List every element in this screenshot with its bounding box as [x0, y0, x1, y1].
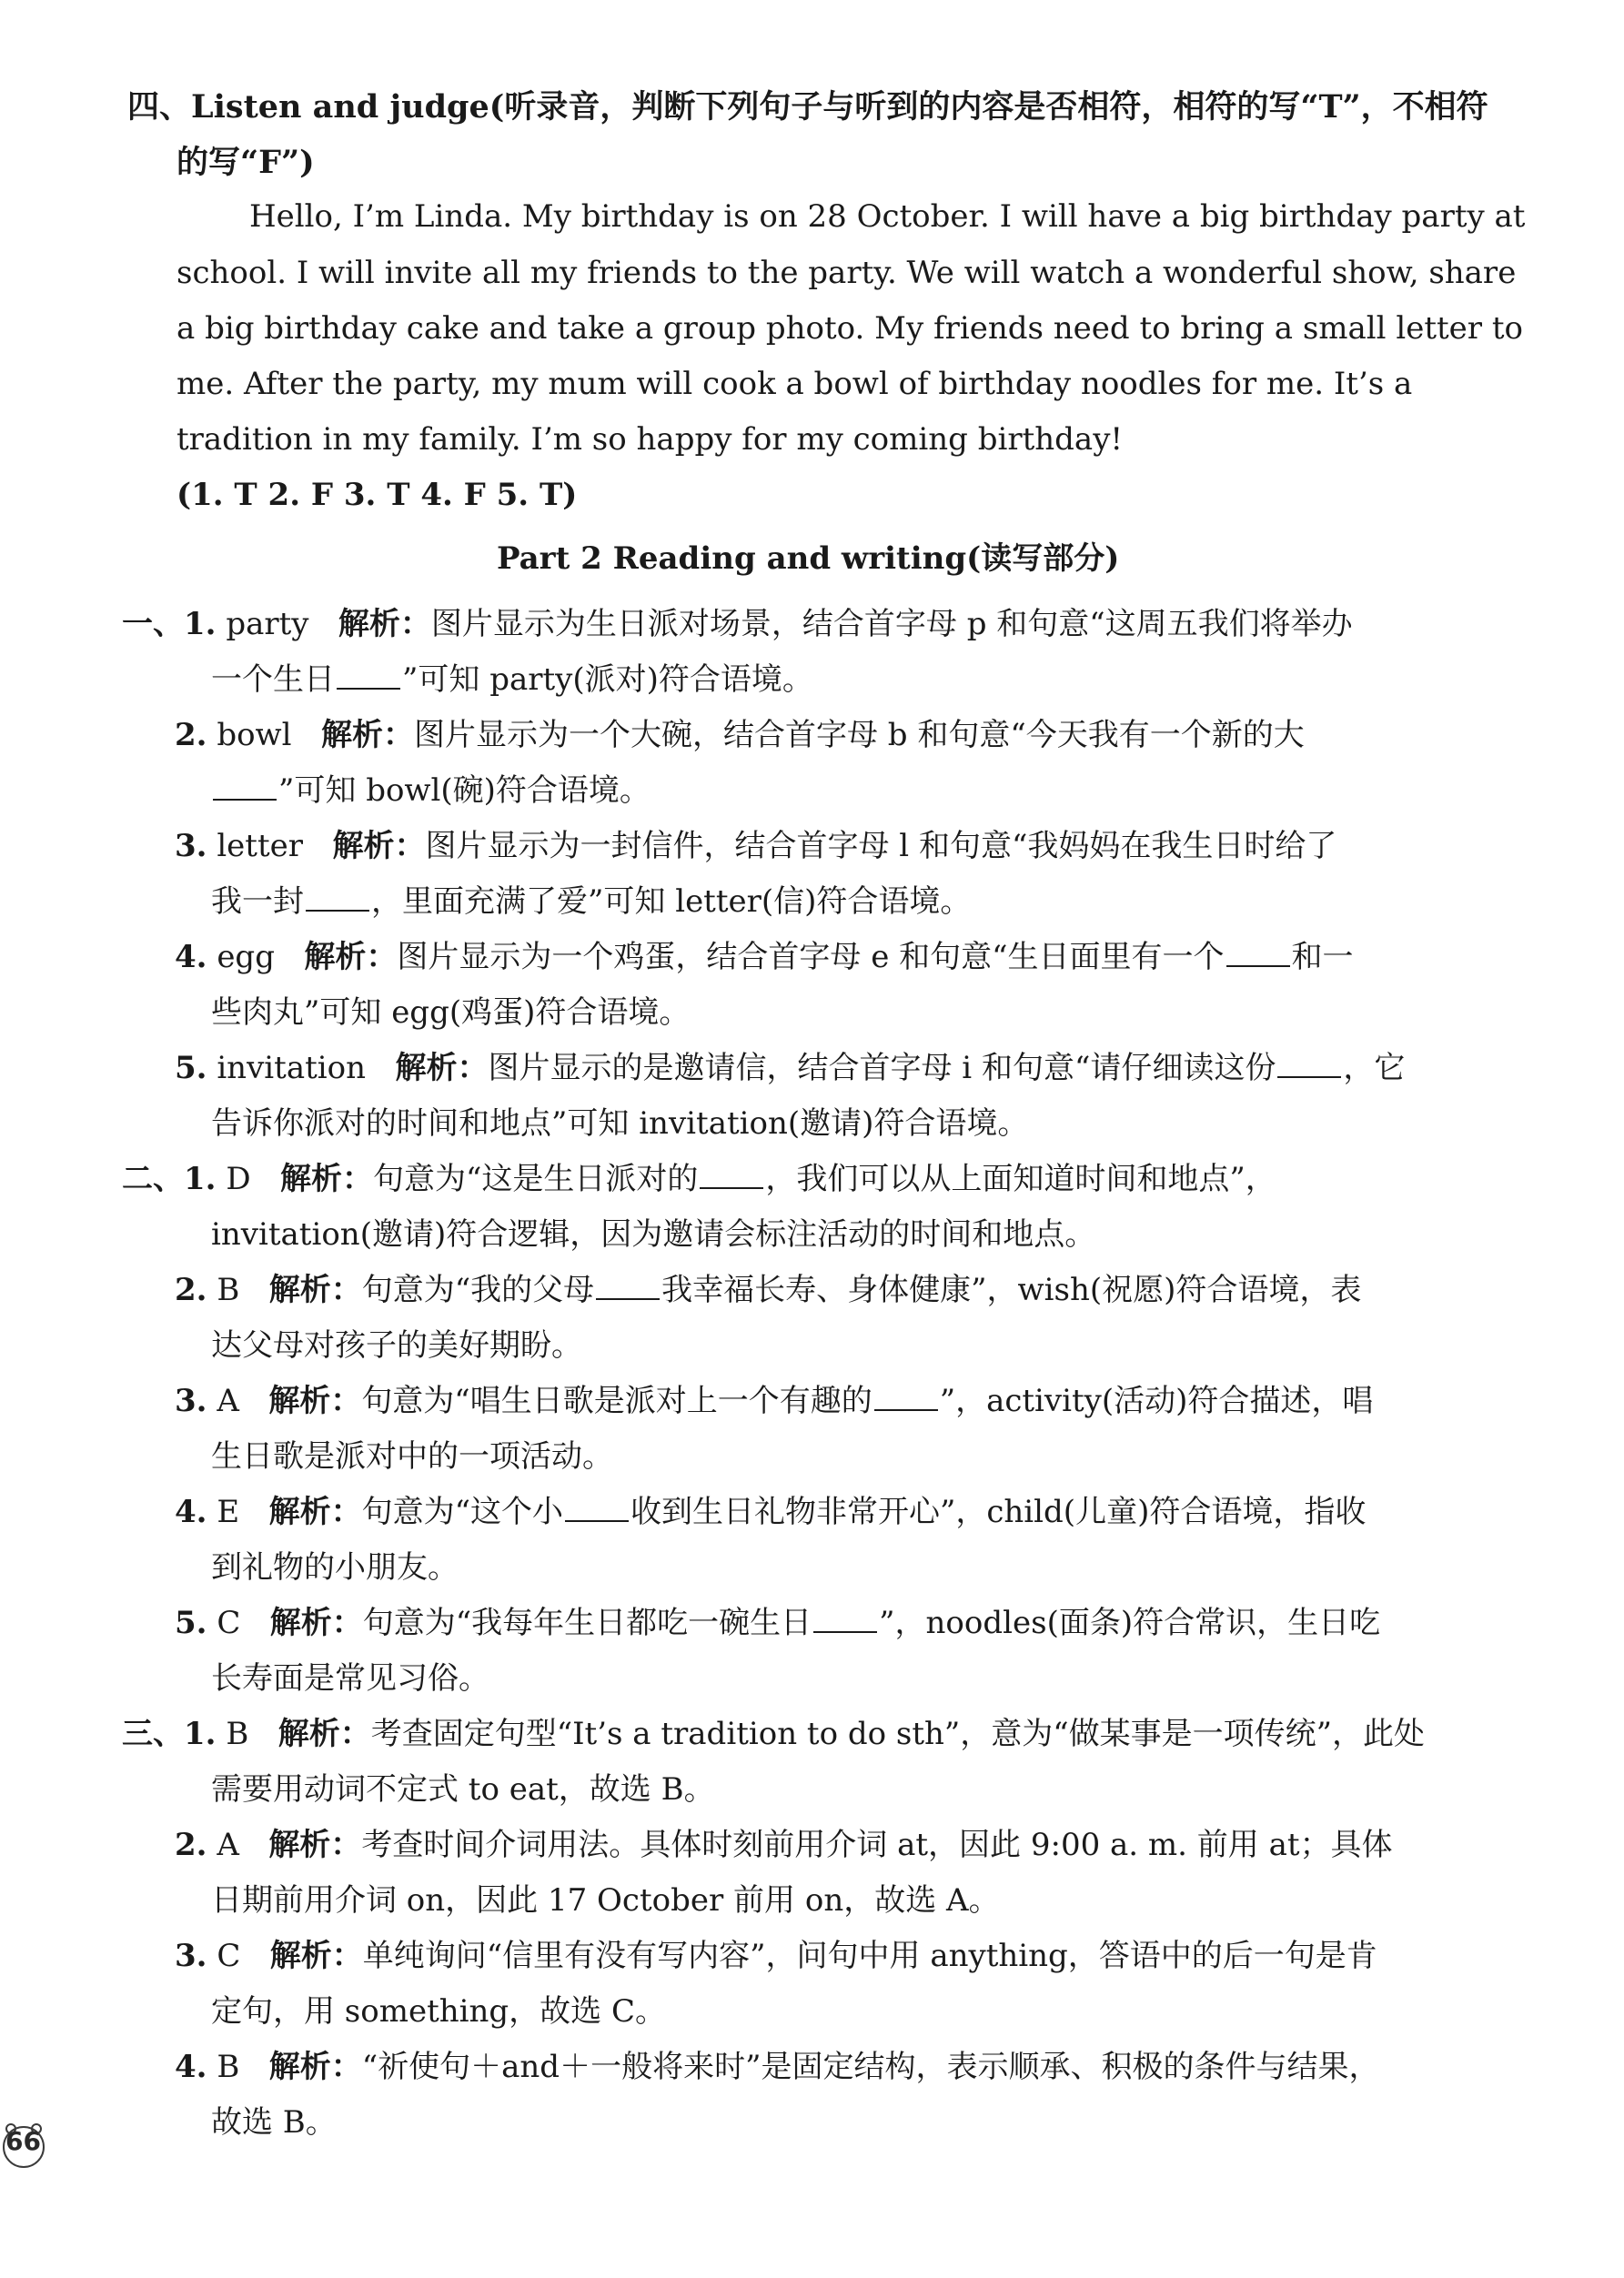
page-number: 66	[5, 2126, 41, 2156]
section2-item-1: 二、1. D 解析：句意为“这是生日派对的 ，我们可以从上面知道时间和地点”，	[122, 1161, 1276, 1197]
answer-blank	[213, 771, 277, 801]
answer-blank	[1226, 938, 1290, 967]
section1-item-1: 一、1. party 解析：图片显示为生日派对场景，结合首字母 p 和句意“这周五我们将举办	[122, 606, 1353, 642]
passage-line-5: tradition in my family. I’m so happy for my coming birthday!	[177, 421, 1124, 458]
section4-heading-line1: 四、Listen and judge(听录音，判断下列句子与听到的内容是否相符，相符的写“T”，不相符	[127, 88, 1488, 126]
section2-prefix: 二、	[122, 1161, 184, 1197]
section1-item-4: 4. egg 解析：图片显示为一个鸡蛋，结合首字母 e 和句意“生日面里有一个 和一	[175, 939, 1354, 975]
answer-blank	[813, 1604, 877, 1633]
section1-item-5-cont: 告诉你派对的时间和地点”可知 invitation(邀请)符合语境。	[211, 1105, 1029, 1142]
passage-line-4: me. After the party, my mum will cook a bowl of birthday noodles for me. It’s a	[177, 366, 1413, 402]
section2-item-4-cont: 到礼物的小朋友。	[211, 1549, 459, 1586]
section3-item-3-cont: 定句，用 something，故选 C。	[211, 1993, 667, 2030]
section1-item-2-cont: ”可知 bowl(碗)符合语境。	[211, 771, 651, 811]
section1-prefix: 一、	[122, 606, 184, 642]
section2-item-2: 2. B 解析：句意为“我的父母 我幸福长寿、身体健康”，wish(祝愿)符合语境，表	[175, 1272, 1362, 1308]
section1-item-5: 5. invitation 解析：图片显示的是邀请信，结合首字母 i 和句意“请仔细读这份 ，它	[175, 1050, 1406, 1086]
section3-item-2-cont: 日期前用介词 on，因此 17 October 前用 on，故选 A。	[211, 1882, 1000, 1919]
answer-blank	[596, 1271, 660, 1300]
section2-item-3: 3. A 解析：句意为“唱生日歌是派对上一个有趣的 ”，activity(活动)符合描述，唱	[175, 1383, 1374, 1419]
passage-line-3: a big birthday cake and take a group photo. My friends need to bring a small letter to	[177, 310, 1523, 347]
section3-item-3: 3. C 解析：单纯询问“信里有没有写内容”，问句中用 anything，答语中的后一句是肯	[175, 1938, 1377, 1974]
answer-blank	[306, 882, 369, 912]
section3-item-4-cont: 故选 B。	[211, 2104, 337, 2141]
section2-item-4: 4. E 解析：句意为“这个小 收到生日礼物非常开心”，child(儿童)符合语境，指收	[175, 1494, 1367, 1530]
answer-blank	[874, 1382, 938, 1411]
section3-item-1-cont: 需要用动词不定式 to eat，故选 B。	[211, 1771, 715, 1808]
section3-item-2: 2. A 解析：考查时间介词用法。具体时刻前用介词 at，因此 9:00 a. m. 前用 at；具体	[175, 1827, 1393, 1863]
section3-prefix: 三、	[122, 1716, 184, 1752]
passage-line-2: school. I will invite all my friends to the party. We will watch a wonderful show, share	[177, 255, 1517, 291]
section4-heading-line2: 的写“F”)	[177, 144, 315, 181]
section3-item-4: 4. B 解析：“祈使句＋and＋一般将来时”是固定结构，表示顺承、积极的条件与结果，	[175, 2049, 1380, 2085]
part2-title: Part 2 Reading and writing(读写部分)	[497, 540, 1120, 577]
answer-blank	[1277, 1049, 1341, 1078]
section2-item-5: 5. C 解析：句意为“我每年生日都吃一碗生日 ”，noodles(面条)符合常识，生日吃	[175, 1605, 1381, 1641]
section2-item-3-cont: 生日歌是派对中的一项活动。	[211, 1438, 613, 1475]
answer-blank	[700, 1160, 763, 1189]
section4-answers: (1. T 2. F 3. T 4. F 5. T)	[177, 477, 578, 513]
section1-item-4-cont: 些肉丸”可知 egg(鸡蛋)符合语境。	[211, 994, 691, 1031]
passage-line-1: Hello, I’m Linda. My birthday is on 28 October. I will have a big birthday party at	[249, 198, 1526, 235]
section3-item-1: 三、1. B 解析：考查固定句型“It’s a tradition to do sth”，意为“做某事是一项传统”，此处	[122, 1716, 1426, 1752]
answer-blank	[565, 1493, 629, 1522]
section2-item-1-cont: invitation(邀请)符合逻辑，因为邀请会标注活动的时间和地点。	[211, 1216, 1096, 1253]
section1-item-3-cont: 我一封 ，里面充满了爱”可知 letter(信)符合语境。	[211, 883, 972, 920]
section1-item-3: 3. letter 解析：图片显示为一封信件，结合首字母 l 和句意“我妈妈在我生日时给了	[175, 828, 1337, 864]
answer-blank	[337, 660, 400, 690]
section2-item-5-cont: 长寿面是常见习俗。	[211, 1660, 489, 1697]
section2-item-2-cont: 达父母对孩子的美好期盼。	[211, 1327, 582, 1364]
section1-item-2: 2. bowl 解析：图片显示为一个大碗，结合首字母 b 和句意“今天我有一个新的大	[175, 717, 1305, 753]
section1-item-1-cont: 一个生日 ”可知 party(派对)符合语境。	[211, 661, 813, 698]
